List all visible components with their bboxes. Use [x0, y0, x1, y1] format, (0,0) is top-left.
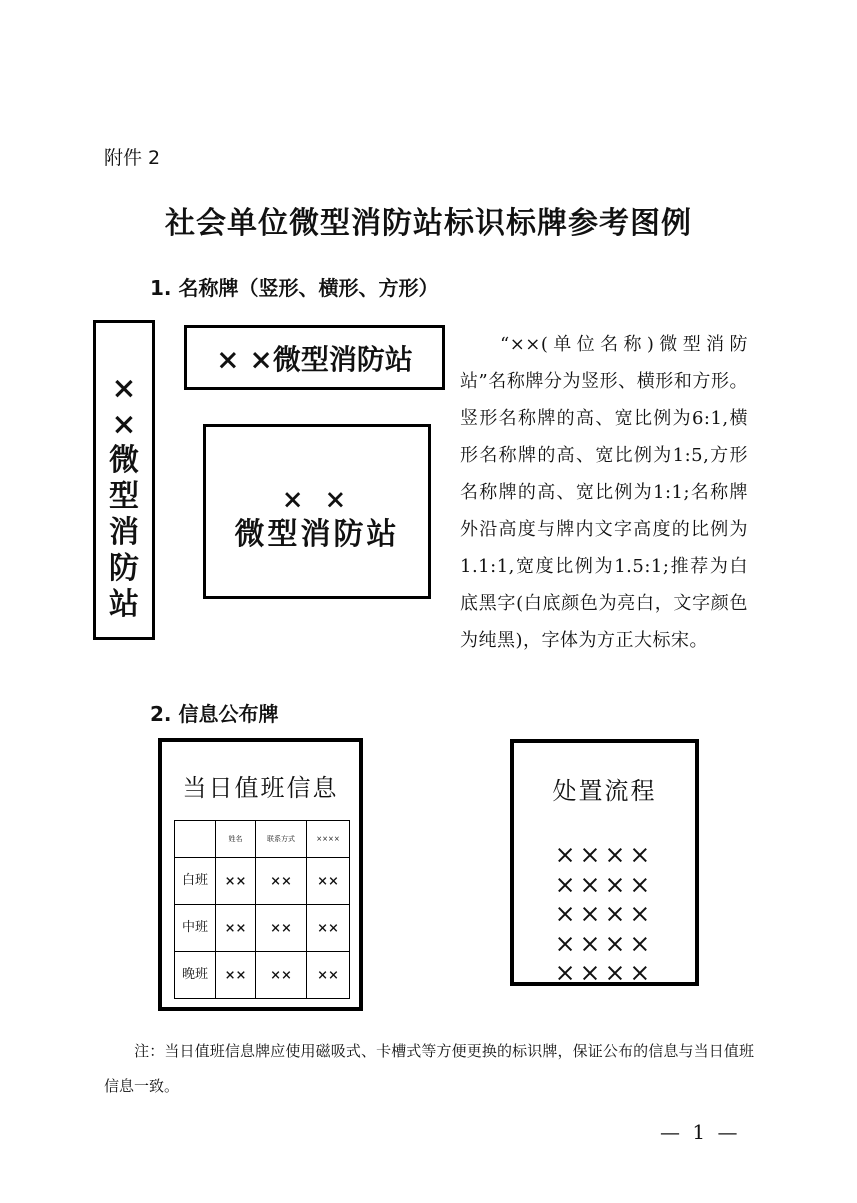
vertical-sign-char: 消: [109, 515, 139, 550]
footnote: [104, 1034, 754, 1104]
process-line: ××××: [554, 928, 655, 958]
page-number: — 1 —: [660, 1120, 741, 1144]
table-cell: ××: [216, 952, 256, 999]
document-title: 社会单位微型消防站标识标牌参考图例: [165, 206, 692, 241]
description-text: “××(单位名称)微型消防站”名称牌分为竖形、横形和方形。竖形名称牌的高、宽比例为6:1,横形名称牌的高、宽比例为1:5,方形名称牌的高、宽比例为1:1;名称牌外沿高度与牌内文字高度的比例为1.1:1,宽度比例为1.5:1;推荐为白底黑字(白底颜色为亮白，文字颜色为纯黑)，字体为方正大标宋。: [460, 334, 748, 651]
table-header-cell: 姓名: [216, 821, 256, 858]
process-board: [510, 739, 699, 986]
footnote-text: 注：当日值班信息牌应使用磁吸式、卡槽式等方便更换的标识牌，保证公布的信息与当日值班信息一致。: [104, 1042, 754, 1095]
section-2-heading: 2. 信息公布牌: [150, 702, 279, 726]
name-sign-description: [460, 326, 748, 659]
table-cell: ××: [256, 858, 307, 905]
table-cell: ××: [307, 905, 350, 952]
duty-table: [174, 820, 350, 999]
table-cell: ××: [256, 952, 307, 999]
process-line: ××××: [554, 840, 655, 869]
vertical-sign-char: ×: [111, 407, 137, 442]
table-header-cell: ××××: [307, 821, 350, 858]
square-sign-line-1: × ×: [281, 485, 353, 515]
table-row: [175, 905, 350, 952]
process-lines: [514, 840, 695, 988]
table-header-row: [175, 821, 350, 858]
shift-label: 白班: [175, 858, 216, 905]
vertical-sign-text: [96, 371, 152, 623]
table-row: [175, 952, 350, 999]
process-line: ××××: [554, 869, 655, 899]
process-line: ××××: [554, 958, 655, 987]
horizontal-name-sign: × ×微型消防站: [184, 325, 445, 390]
vertical-sign-char: 型: [109, 479, 139, 514]
section-1-heading: 1. 名称牌（竖形、横形、方形）: [150, 276, 439, 300]
duty-info-board: [158, 738, 363, 1011]
vertical-sign-char: 微: [109, 443, 139, 478]
attachment-label: 附件 2: [104, 147, 161, 169]
process-line: ××××: [554, 899, 655, 928]
table-cell: ××: [216, 905, 256, 952]
square-name-sign: [203, 424, 431, 599]
vertical-sign-char: 站: [109, 587, 139, 622]
shift-label: 中班: [175, 905, 216, 952]
vertical-name-sign: [93, 320, 155, 640]
vertical-sign-char: 防: [109, 551, 139, 586]
shift-label: 晚班: [175, 952, 216, 999]
table-row: [175, 858, 350, 905]
vertical-sign-char: ×: [111, 371, 137, 406]
table-header-cell: 联系方式: [256, 821, 307, 858]
table-cell: ××: [307, 952, 350, 999]
table-cell: ××: [256, 905, 307, 952]
table-cell: ××: [307, 858, 350, 905]
process-board-title: 处置流程: [552, 777, 657, 805]
duty-board-title: 当日值班信息: [182, 774, 339, 802]
square-sign-line-2: 微型消防站: [234, 517, 400, 552]
table-cell: ××: [216, 858, 256, 905]
table-header-cell: [175, 821, 216, 858]
